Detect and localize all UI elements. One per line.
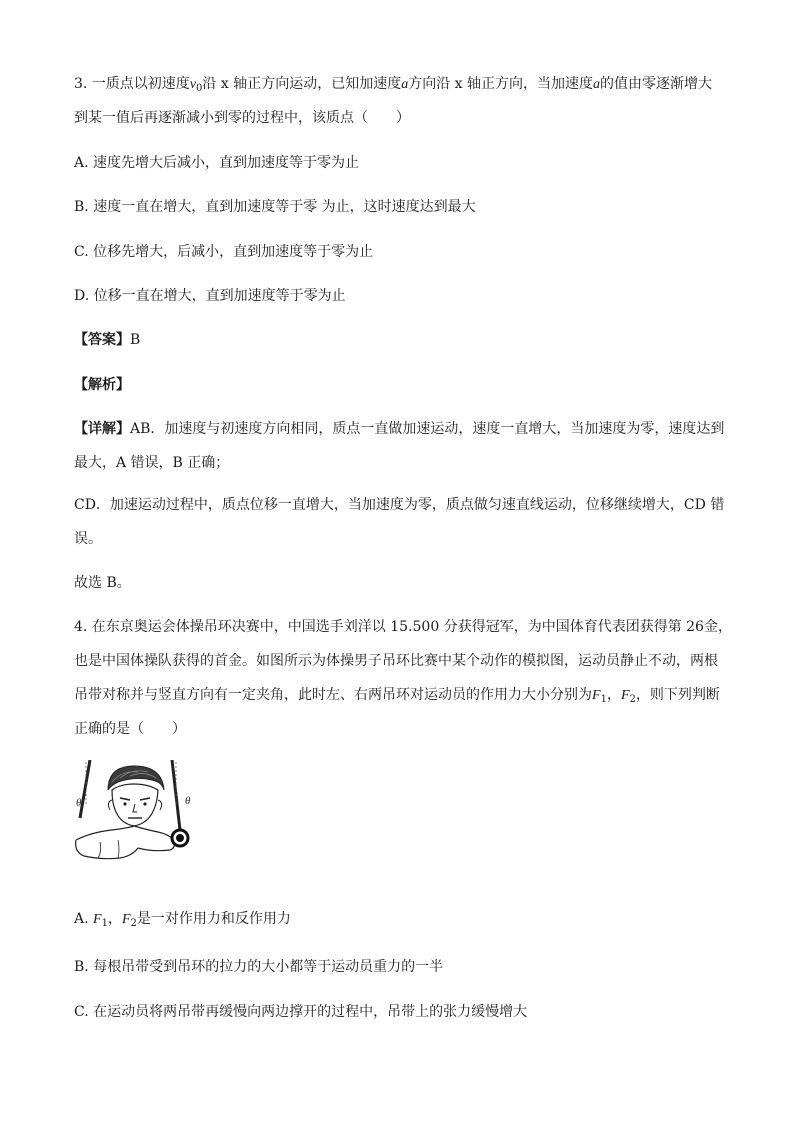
q3-detail-line1 xyxy=(74,419,724,439)
q4-option-c: C. 在运动员将两吊带再缓慢向两边撑开的过程中，吊带上的张力缓慢增大 xyxy=(74,1004,528,1020)
answer-value: B xyxy=(130,332,141,348)
q3-stem-text: 的值由零逐渐增大 xyxy=(600,76,712,92)
q3-detail-line4: 误。 xyxy=(74,531,102,547)
q3-answer xyxy=(74,330,140,350)
var-f2-sub: 2 xyxy=(130,918,137,929)
q3-detail-line2: 最大，A 错误，B 正确； xyxy=(74,455,230,471)
q3-option-a: A. 速度先增大后减小，直到加速度等于零为止 xyxy=(74,155,360,171)
q4-stem-line4: 正确的是（ ） xyxy=(74,721,186,737)
var-v-sub: 0 xyxy=(196,83,203,94)
var-f2-sub: 2 xyxy=(629,694,636,705)
q4-stem-text: ， xyxy=(606,687,621,703)
option-letter: A. xyxy=(74,911,94,927)
q4-option-a xyxy=(74,909,291,934)
q3-analysis-tag xyxy=(74,375,130,395)
answer-tag: 【答案】 xyxy=(74,332,130,348)
q4-stem-line2: 也是中国体操队获得的首金。如图所示为体操男子吊环比赛中某个动作的模拟图，运动员静止不动，两根 xyxy=(74,653,718,669)
var-f2: F xyxy=(121,912,131,927)
var-a: a xyxy=(401,77,409,92)
q3-conclusion: 故选 B。 xyxy=(74,575,131,591)
q4-stem-text: 吊带对称并与竖直方向有一定夹角，此时左、右两吊环对运动员的作用力大小分别为 xyxy=(74,687,592,703)
option-text: 是一对作用力和反作用力 xyxy=(136,911,291,927)
var-f1: F xyxy=(592,688,601,703)
q3-option-d: D. 位移一直在增大，直到加速度等于零为止 xyxy=(74,288,346,304)
q3-option-c: C. 位移先增大，后减小，直到加速度等于零为止 xyxy=(74,244,374,260)
q3-stem-line1 xyxy=(74,74,712,99)
theta-left-label: θ xyxy=(76,797,82,809)
detail-text: AB．加速度与初速度方向相同，质点一直做加速运动，速度一直增大，当加速度为零，速度达到 xyxy=(130,421,725,437)
analysis-tag: 【解析】 xyxy=(74,377,130,393)
gymnast-illustration xyxy=(72,760,202,870)
detail-tag: 【详解】 xyxy=(74,421,130,437)
q4-stem-text: ，则下列判断 xyxy=(635,687,720,703)
q3-stem-text: 方向沿 x 轴正方向，当加速度 xyxy=(408,76,593,92)
q4-option-b: B. 每根吊带受到吊环的拉力的大小都等于运动员重力的一半 xyxy=(74,959,444,975)
q3-stem-text: 沿 x 轴正方向运动，已知加速度 xyxy=(202,76,402,92)
q4-stem-line1: 4. 在东京奥运会体操吊环决赛中，中国选手刘洋以 15.500 分获得冠军，为中国体育代表团获得第 26金， xyxy=(74,619,732,635)
theta-right-label: θ xyxy=(185,795,191,807)
option-text: ， xyxy=(107,911,122,927)
var-f2: F xyxy=(620,688,630,703)
q3-option-b: B. 速度一直在增大，直到加速度等于零 为止，这时速度达到最大 xyxy=(74,199,476,215)
var-f1-sub: 1 xyxy=(101,918,108,929)
q3-detail-line3: CD．加速运动过程中，质点位移一直增大，当加速度为零，质点做匀速直线运动，位移继续增大，CD 错 xyxy=(74,497,725,513)
var-a: a xyxy=(593,77,600,92)
gymnast-rings-figure xyxy=(72,760,202,870)
q3-stem-line2: 到某一值后再逐渐减小到零的过程中，该质点（ ） xyxy=(74,110,410,126)
var-f1: F xyxy=(93,912,102,927)
q4-stem-line3 xyxy=(74,685,720,710)
var-f1-sub: 1 xyxy=(600,694,607,705)
var-v: v xyxy=(189,77,197,92)
q3-stem-text: 3. 一质点以初速度 xyxy=(74,76,190,92)
